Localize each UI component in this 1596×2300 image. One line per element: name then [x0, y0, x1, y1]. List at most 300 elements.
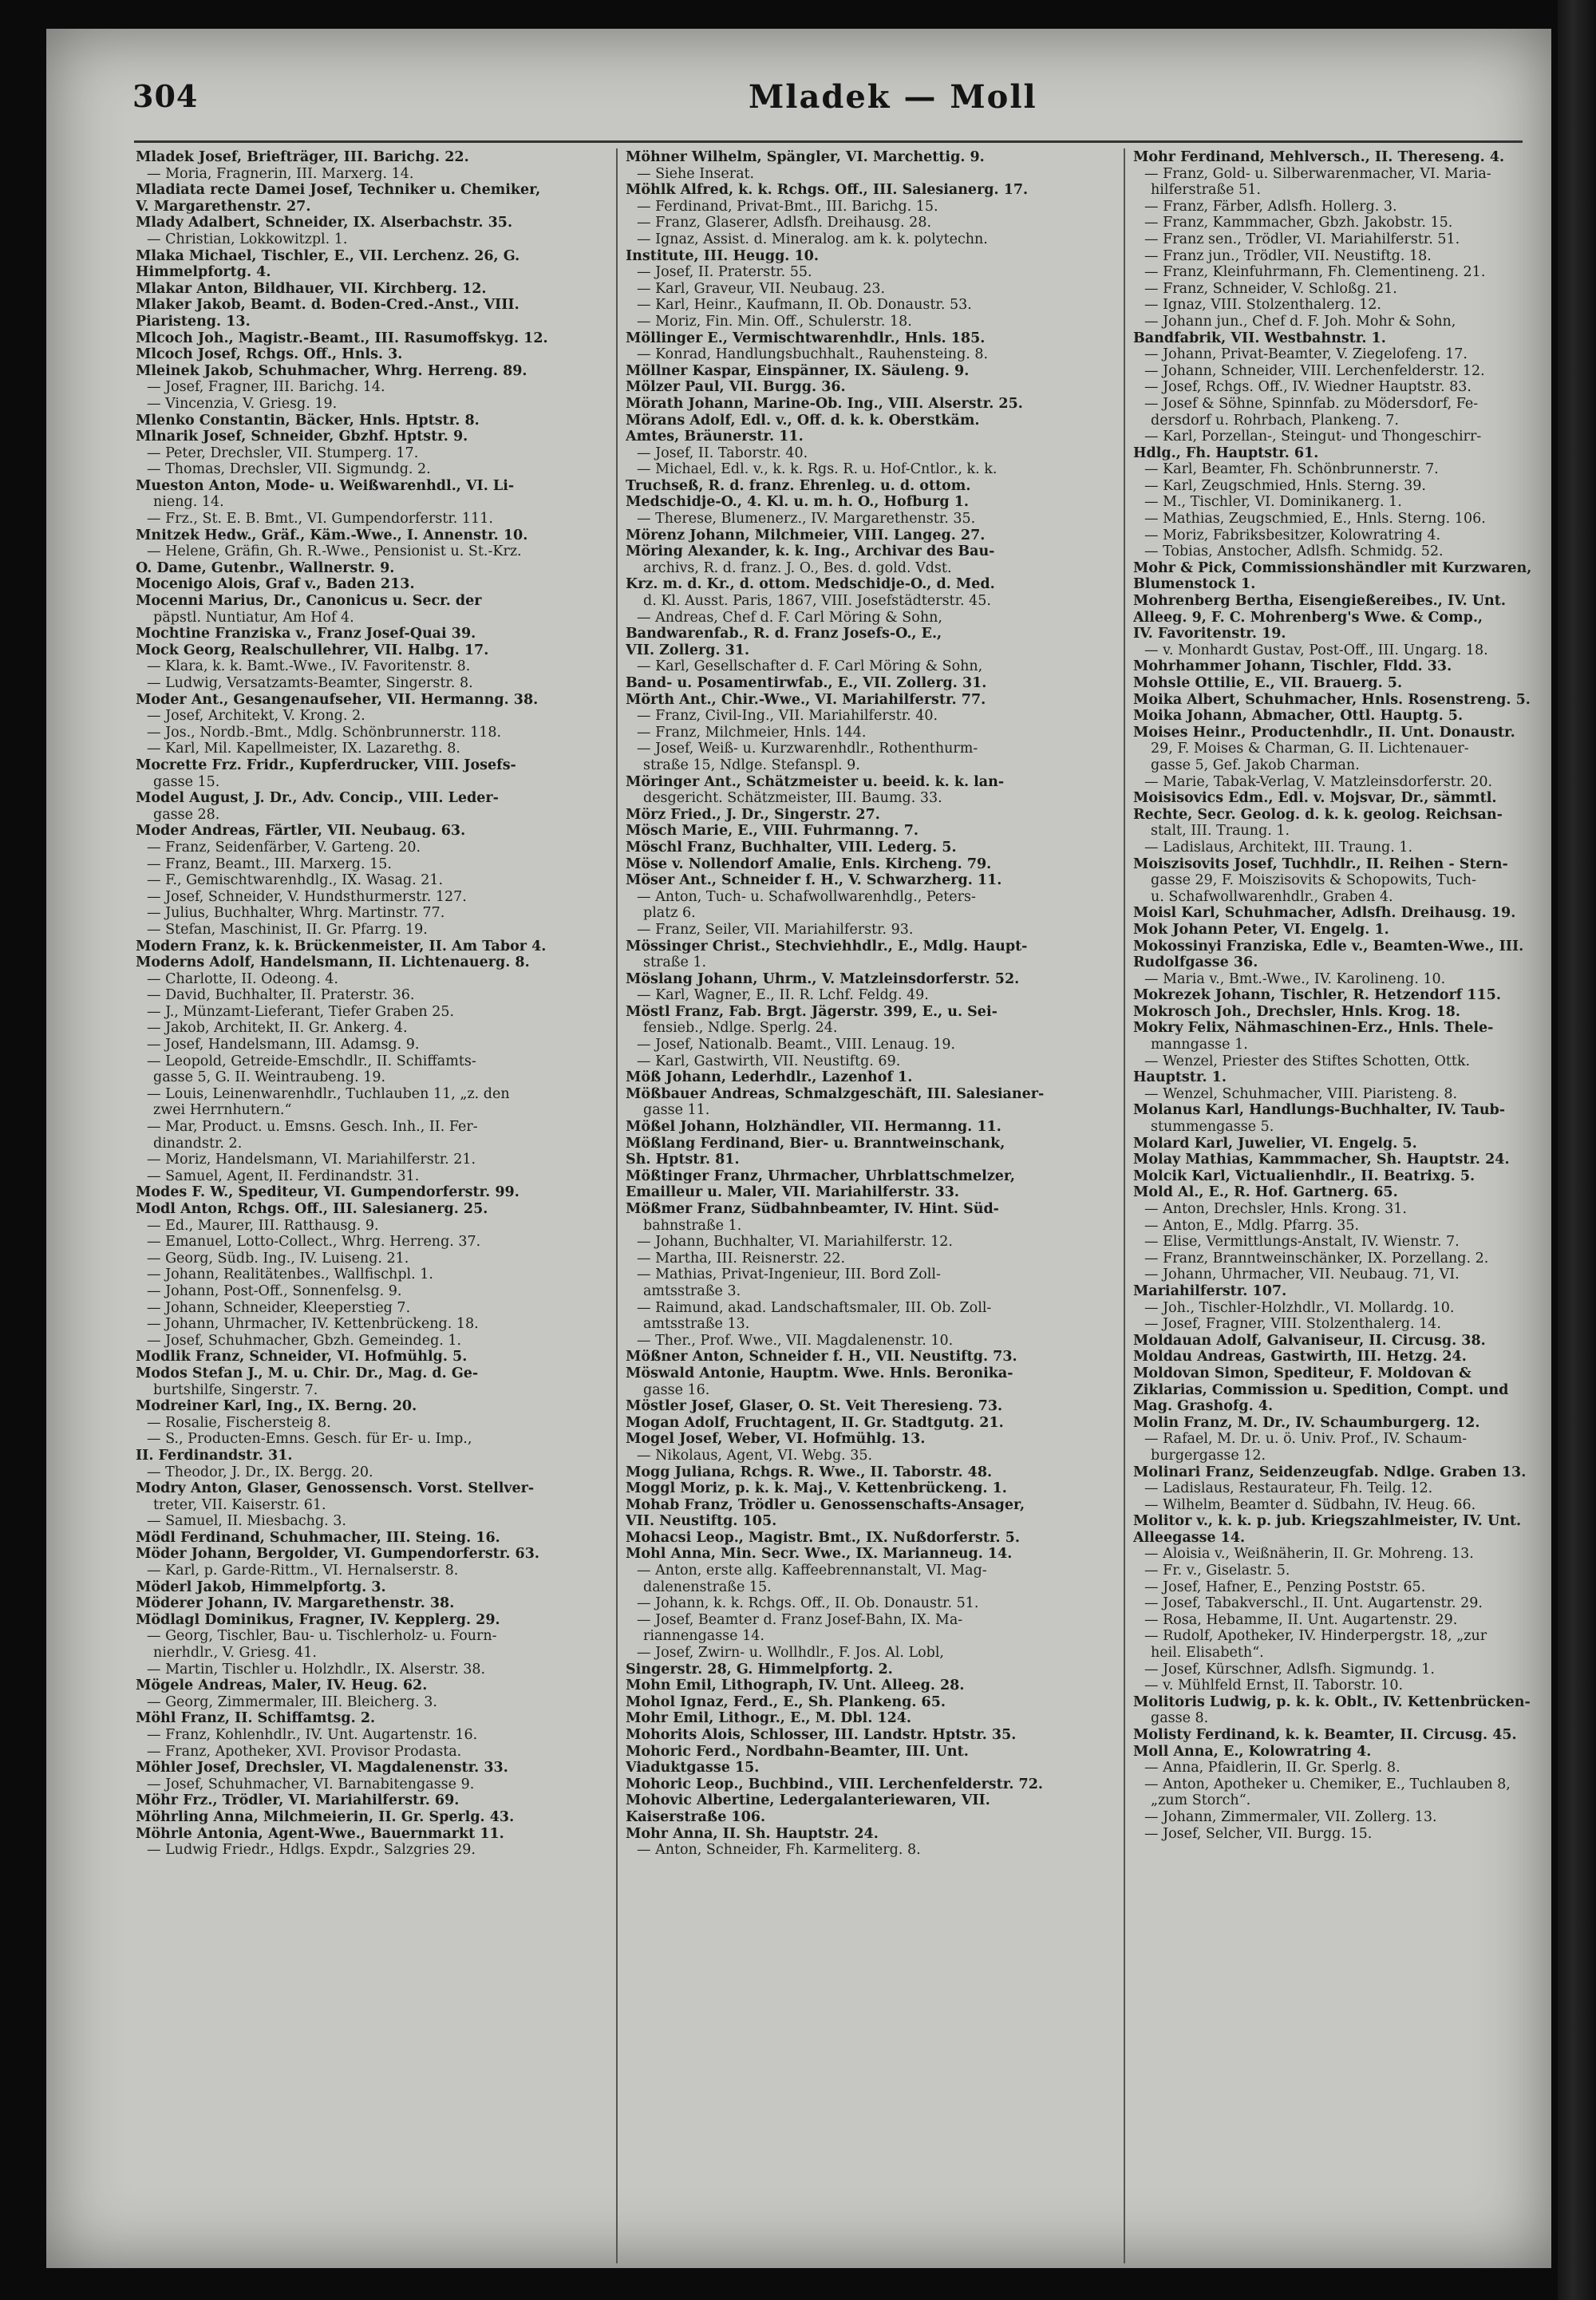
directory-entry: — Franz, Kohlenhdlr., IV. Unt. Augartenstr. 16. — [147, 1728, 478, 1743]
directory-entry: — Karl, Gastwirth, VII. Neustiftg. 69. — [637, 1053, 901, 1069]
directory-entry: — Karl, Heinr., Kaufmann, II. Ob. Donaustr. 53. — [637, 298, 972, 314]
directory-entry: Mlaker Jakob, Beamt. d. Boden-Cred.-Anst., VIII. — [136, 298, 519, 314]
directory-entry: — Franz, Milchmeier, Hnls. 144. — [637, 725, 867, 741]
directory-entry: Bandfabrik, VII. Westbahnstr. 1. — [1133, 330, 1386, 346]
directory-entry: — Louis, Leinenwarenhdlr., Tuchlauben 11, „z. den — [147, 1086, 510, 1102]
directory-entry: — Josef, Beamter d. Franz Josef-Bahn, IX. Ma- — [637, 1612, 963, 1628]
directory-entry: straße 15, Ndlge. Stefanspl. 9. — [643, 757, 860, 773]
directory-entry: — Charlotte, II. Odeong. 4. — [147, 971, 338, 987]
directory-entry: Möslang Johann, Uhrm., V. Matzleinsdorferstr. 52. — [626, 971, 1020, 987]
directory-entry: Möß Johann, Lederhdlr., Lazenhof 1. — [626, 1070, 913, 1086]
directory-entry: — Josef, II. Praterstr. 55. — [637, 265, 812, 281]
directory-entry: Möllner Kaspar, Einspänner, IX. Säuleng. 9. — [626, 363, 970, 379]
directory-entry: Mögele Andreas, Maler, IV. Heug. 62. — [136, 1678, 428, 1694]
directory-entry: Möser Ant., Schneider f. H., V. Schwarzherg. 11. — [626, 873, 1002, 889]
directory-entry: — Raimund, akad. Landschaftsmaler, III. Ob. Zoll- — [637, 1300, 992, 1316]
directory-entry: Moldauan Adolf, Galvaniseur, II. Circusg. 38. — [1133, 1333, 1486, 1349]
directory-entry: — v. Monhardt Gustav, Post-Off., III. Ungarg. 18. — [1144, 642, 1488, 658]
directory-entry: riannengasse 14. — [643, 1629, 764, 1645]
directory-entry: Möhler Josef, Drechsler, VI. Magdalenenstr. 33. — [136, 1761, 508, 1776]
directory-entry: Modos Stefan J., M. u. Chir. Dr., Mag. d. Ge- — [136, 1365, 479, 1381]
directory-entry: — Josef, Nationalb. Beamt., VIII. Lenaug. 19. — [637, 1037, 956, 1053]
directory-entry: — M., Tischler, VI. Dominikanerg. 1. — [1144, 495, 1402, 511]
directory-entry: — Moriz, Fin. Min. Off., Schulerstr. 18. — [637, 314, 912, 330]
directory-entry: — Franz, Branntweinschänker, IX. Porzellang. 2. — [1144, 1251, 1489, 1267]
directory-entry: manngasse 1. — [1151, 1037, 1248, 1053]
directory-entry: Mohrenberg Bertha, Eisengießereibes., IV. Unt. — [1133, 594, 1506, 610]
directory-entry: — Helene, Gräfin, Gh. R.-Wwe., Pensionist u. St.-Krz. — [147, 544, 522, 560]
directory-entry: — Marie, Tabak-Verlag, V. Matzleinsdorferstr. 20. — [1144, 774, 1493, 790]
directory-entry: — Wenzel, Schuhmacher, VIII. Piaristeng. 8. — [1144, 1086, 1458, 1102]
directory-entry: — Josef, Handelsmann, III. Adamsg. 9. — [147, 1037, 420, 1053]
directory-entry: — Stefan, Maschinist, II. Gr. Pfarrg. 19. — [147, 922, 428, 938]
directory-entry: — Ferdinand, Privat-Bmt., III. Barichg. 15. — [637, 199, 938, 215]
directory-entry: Mödlagl Dominikus, Fragner, IV. Kepplerg. 29. — [136, 1612, 500, 1628]
directory-entry: IV. Favoritenstr. 19. — [1133, 626, 1286, 642]
directory-entry: dinandstr. 2. — [153, 1136, 243, 1152]
directory-entry: — Wenzel, Priester des Stiftes Schotten, Ottk. — [1144, 1053, 1471, 1069]
directory-entry: Mohoric Ferd., Nordbahn-Beamter, III. Unt. — [626, 1744, 969, 1760]
directory-entry: amtsstraße 13. — [643, 1317, 750, 1333]
directory-entry: Mödl Ferdinand, Schuhmacher, III. Steing. 16. — [136, 1530, 500, 1546]
directory-entry: — Wilhelm, Beamter d. Südbahn, IV. Heug. 66. — [1144, 1497, 1476, 1513]
directory-entry: Moldovan Simon, Spediteur, F. Moldovan & — [1133, 1365, 1472, 1381]
directory-entry: Mößmer Franz, Südbahnbeamter, IV. Hint. Süd- — [626, 1202, 999, 1217]
directory-entry: Mocenni Marius, Dr., Canonicus u. Secr. der — [136, 594, 482, 610]
directory-entry: — Karl, p. Garde-Rittm., VI. Hernalserstr. 8. — [147, 1563, 459, 1579]
directory-entry: — Jos., Nordb.-Bmt., Mdlg. Schönbrunnerstr. 118. — [147, 725, 502, 741]
directory-entry: Möswald Antonie, Hauptm. Wwe. Hnls. Beronika- — [626, 1365, 1013, 1381]
directory-entry: zwei Herrnhutern.“ — [153, 1103, 292, 1119]
directory-entry: — Ed., Maurer, III. Ratthausg. 9. — [147, 1218, 379, 1234]
directory-entry: — Johann, k. k. Rchgs. Off., II. Ob. Donaustr. 51. — [637, 1596, 979, 1612]
directory-entry: Mokrosch Joh., Drechsler, Hnls. Krog. 18. — [1133, 1004, 1460, 1020]
directory-entry: treter, VII. Kaiserstr. 61. — [153, 1497, 326, 1513]
directory-entry: — Konrad, Handlungsbuchhalt., Rauhensteing. 8. — [637, 347, 989, 363]
directory-entry: — Anton, Tuch- u. Schafwollwarenhdlg., Peters- — [637, 889, 976, 905]
directory-entry: — S., Producten-Emns. Gesch. für Er- u. Imp., — [147, 1432, 472, 1448]
directory-entry: — Josef & Söhne, Spinnfab. zu Mödersdorf, Fe- — [1144, 396, 1479, 412]
directory-entry: Mleinek Jakob, Schuhmacher, Whrg. Herreng. 89. — [136, 363, 527, 379]
directory-entry: — Johann jun., Chef d. F. Joh. Mohr & Sohn, — [1144, 314, 1456, 330]
directory-entry: — Ludwig Friedr., Hdlgs. Expdr., Salzgries 29. — [147, 1843, 476, 1859]
directory-entry: Mocenigo Alois, Graf v., Baden 213. — [136, 577, 415, 593]
directory-entry: Mössinger Christ., Stechviehhdlr., E., Mdlg. Haupt- — [626, 939, 1028, 954]
directory-entry: — Johann, Zimmermaler, VII. Zollerg. 13. — [1144, 1809, 1437, 1825]
directory-entry: — Karl, Mil. Kapellmeister, IX. Lazarethg. 8. — [147, 741, 460, 757]
directory-entry: Möring Alexander, k. k. Ing., Archivar des Bau- — [626, 544, 995, 560]
directory-entry: VII. Zollerg. 31. — [626, 642, 750, 658]
directory-entry: Alleegasse 14. — [1133, 1530, 1246, 1546]
directory-entry: Moises Heinr., Productenhdlr., II. Unt. Donaustr. — [1133, 725, 1515, 741]
directory-entry: Mogel Josef, Weber, VI. Hofmühlg. 13. — [626, 1432, 926, 1448]
directory-entry: — David, Buchhalter, II. Praterstr. 36. — [147, 988, 415, 1004]
directory-entry: Möderer Johann, IV. Margarethenstr. 38. — [136, 1596, 455, 1612]
directory-entry: — Franz, Färber, Adlsfh. Hollerg. 3. — [1144, 199, 1397, 215]
directory-entry: — Tobias, Anstocher, Adlsfh. Schmidg. 52. — [1144, 544, 1444, 560]
directory-entry: — Klara, k. k. Bamt.-Wwe., IV. Favoritenstr. 8. — [147, 659, 471, 675]
directory-entry: Moderns Adolf, Handelsmann, II. Lichtenauerg. 8. — [136, 955, 530, 971]
directory-entry: — Ladislaus, Restaurateur, Fh. Teilg. 12. — [1144, 1481, 1433, 1497]
directory-entry: — Theodor, J. Dr., IX. Bergg. 20. — [147, 1464, 373, 1480]
directory-entry: — Johann, Schneider, VIII. Lerchenfelderstr. 12. — [1144, 363, 1485, 379]
directory-entry: Piaristeng. 13. — [136, 314, 251, 330]
directory-entry: Rechte, Secr. Geolog. d. k. k. geolog. Reichsan- — [1133, 807, 1503, 823]
directory-entry: — Josef, Zwirn- u. Wollhdlr., F. Jos. Al. Lobl, — [637, 1646, 944, 1662]
directory-entry: burtshilfe, Singerstr. 7. — [153, 1382, 318, 1398]
directory-entry: Mnitzek Hedw., Gräf., Käm.-Wwe., I. Annenstr. 10. — [136, 528, 528, 543]
directory-entry: Sh. Hptstr. 81. — [626, 1152, 740, 1168]
directory-entry: — Karl, Beamter, Fh. Schönbrunnerstr. 7. — [1144, 462, 1439, 478]
directory-entry: bahnstraße 1. — [643, 1218, 742, 1234]
page-number: 304 — [132, 78, 199, 114]
directory-entry: Moldau Andreas, Gastwirth, III. Hetzg. 24. — [1133, 1350, 1467, 1365]
directory-entry: — Elise, Vermittlungs-Anstalt, IV. Wienstr. 7. — [1144, 1235, 1460, 1251]
directory-entry: Truchseß, R. d. franz. Ehrenleg. u. d. ottom. — [626, 478, 971, 494]
directory-entry: — Samuel, II. Miesbachg. 3. — [147, 1514, 346, 1530]
directory-entry: Hdlg., Fh. Hauptstr. 61. — [1133, 445, 1319, 461]
directory-entry: burgergasse 12. — [1151, 1448, 1266, 1464]
directory-entry: — Ignaz, Assist. d. Mineralog. am k. k. polytechn. — [637, 231, 988, 247]
directory-entry: Mösch Marie, E., VIII. Fuhrmanng. 7. — [626, 824, 918, 840]
directory-entry: — Johann, Schneider, Kleeperstieg 7. — [147, 1300, 411, 1316]
directory-entry: Molinari Franz, Seidenzeugfab. Ndlge. Graben 13. — [1133, 1464, 1527, 1480]
directory-entry: Möse v. Nollendorf Amalie, Enls. Kircheng. 79. — [626, 856, 992, 872]
directory-entry: Möhrling Anna, Milchmeierin, II. Gr. Sperlg. 43. — [136, 1809, 515, 1825]
directory-entry: 29, F. Moises & Charman, G. II. Lichtenauer- — [1151, 741, 1469, 757]
header-rule — [134, 140, 1523, 143]
directory-entry: — Siehe Inserat. — [637, 166, 755, 182]
directory-entry: desgericht. Schätzmeister, III. Baumg. 33. — [643, 791, 942, 807]
directory-entry: — Anton, E., Mdlg. Pfarrg. 35. — [1144, 1218, 1360, 1234]
directory-entry: Möstl Franz, Fab. Brgt. Jägerstr. 399, E., u. Sei- — [626, 1004, 998, 1020]
directory-entry: Molin Franz, M. Dr., IV. Schaumburgerg. 12. — [1133, 1415, 1480, 1431]
directory-entry: — Anton, Schneider, Fh. Karmeliterg. 8. — [637, 1843, 921, 1859]
directory-entry: Modreiner Karl, Ing., IX. Berng. 20. — [136, 1399, 417, 1415]
directory-entry: Möder Johann, Bergolder, VI. Gumpendorferstr. 63. — [136, 1547, 539, 1563]
directory-entry: Mokossinyi Franziska, Edle v., Beamten-Wwe., III. — [1133, 939, 1524, 954]
directory-entry: Moika Albert, Schuhmacher, Hnls. Rosenstreng. 5. — [1133, 692, 1531, 708]
directory-entry: Molard Karl, Juwelier, VI. Engelg. 5. — [1133, 1136, 1417, 1152]
directory-entry: Mohrhammer Johann, Tischler, Fldd. 33. — [1133, 659, 1452, 675]
directory-entry: — Franz, Beamt., III. Marxerg. 15. — [147, 856, 392, 872]
directory-entry: — Mathias, Privat-Ingenieur, III. Bord Zoll- — [637, 1267, 941, 1283]
directory-entry: Mohorits Alois, Schlosser, III. Landstr. Hptstr. 35. — [626, 1728, 1017, 1743]
directory-entry: — Maria v., Bmt.-Wwe., IV. Karolineng. 10. — [1144, 971, 1446, 987]
directory-entry: platz 6. — [643, 906, 696, 922]
directory-entry: — Karl, Graveur, VII. Neubaug. 23. — [637, 281, 886, 297]
directory-entry: Möderl Jakob, Himmelpfortg. 3. — [136, 1579, 386, 1595]
directory-entry: Mohr Emil, Lithogr., E., M. Dbl. 124. — [626, 1711, 912, 1727]
directory-entry: — Leopold, Getreide-Emschdlr., II. Schiffamts- — [147, 1053, 476, 1069]
directory-entry: — Josef, Kürschner, Adlsfh. Sigmundg. 1. — [1144, 1662, 1435, 1678]
directory-entry: Rudolfgasse 36. — [1133, 955, 1258, 971]
directory-entry: Mörenz Johann, Milchmeier, VIII. Langeg. 27. — [626, 528, 986, 543]
directory-entry: — Aloisia v., Weißnäherin, II. Gr. Mohreng. 13. — [1144, 1547, 1474, 1563]
directory-entry: Medschidje-O., 4. Kl. u. m. h. O., Hofburg 1. — [626, 495, 970, 511]
directory-entry: — Karl, Wagner, E., II. R. Lchf. Feldg. 49. — [637, 988, 929, 1004]
directory-entry: — Karl, Gesellschafter d. F. Carl Möring & Sohn, — [637, 659, 983, 675]
directory-entry: — Georg, Zimmermaler, III. Bleicherg. 3. — [147, 1694, 437, 1710]
directory-entry: Emailleur u. Maler, VII. Mariahilferstr. 33. — [626, 1185, 959, 1201]
directory-entry: — Moriz, Handelsmann, VI. Mariahilferstr. 21. — [147, 1152, 476, 1168]
directory-entry: O. Dame, Gutenbr., Wallnerstr. 9. — [136, 560, 395, 576]
directory-entry: stalt, III. Traung. 1. — [1151, 824, 1290, 840]
directory-entry: gasse 5, Gef. Jakob Charman. — [1151, 757, 1360, 773]
directory-entry: Möhrle Antonia, Agent-Wwe., Bauernmarkt 11. — [136, 1826, 504, 1842]
directory-entry: Moisl Karl, Schuhmacher, Adlsfh. Dreihausg. 19. — [1133, 906, 1516, 922]
directory-entry: — Anna, Pfaidlerin, II. Gr. Sperlg. 8. — [1144, 1761, 1400, 1776]
directory-entry: Moder Ant., Gesangenaufseher, VII. Hermanng. 38. — [136, 692, 539, 708]
directory-entry: — Ludwig, Versatzamts-Beamter, Singerstr. 8. — [147, 676, 473, 691]
directory-entry: Mariahilferstr. 107. — [1133, 1283, 1287, 1299]
directory-entry: Mlady Adalbert, Schneider, IX. Alserbachstr. 35. — [136, 215, 513, 231]
directory-entry: gasse 8. — [1151, 1711, 1209, 1727]
directory-entry: Mochtine Franziska v., Franz Josef-Quai 39. — [136, 626, 476, 642]
directory-entry: — Johann, Buchhalter, VI. Mariahilferstr. 12. — [637, 1235, 953, 1251]
directory-entry: — Josef, Architekt, V. Krong. 2. — [147, 709, 365, 725]
directory-entry: „zum Storch“. — [1151, 1793, 1251, 1809]
directory-entry: Mohr & Pick, Commissionshändler mit Kurzwaren, — [1133, 560, 1532, 576]
directory-entry: hilferstraße 51. — [1151, 183, 1261, 199]
directory-entry: — Fr. v., Giselastr. 5. — [1144, 1563, 1290, 1579]
directory-entry: Mock Georg, Realschullehrer, VII. Halbg. 17. — [136, 642, 489, 658]
directory-entry: Ziklarias, Commission u. Spedition, Compt. und — [1133, 1382, 1509, 1398]
directory-entry: Institute, III. Heugg. 10. — [626, 248, 819, 264]
directory-entry: Modry Anton, Glaser, Genossensch. Vorst. Stellver- — [136, 1481, 535, 1497]
directory-entry: nierhdlr., V. Griesg. 41. — [153, 1646, 317, 1662]
directory-entry: — Josef, Weiß- u. Kurzwarenhdlr., Rothenthurm- — [637, 741, 978, 757]
directory-entry: — Thomas, Drechsler, VII. Sigmundg. 2. — [147, 462, 431, 478]
directory-entry: Mörz Fried., J. Dr., Singerstr. 27. — [626, 807, 880, 823]
directory-entry: — Franz sen., Trödler, VI. Mariahilferstr. 51. — [1144, 231, 1460, 247]
directory-entry: Mohsle Ottilie, E., VII. Brauerg. 5. — [1133, 676, 1403, 691]
directory-entry: — Ther., Prof. Wwe., VII. Magdalenenstr. 10. — [637, 1333, 954, 1349]
directory-entry: Möringer Ant., Schätzmeister u. beeid. k. k. lan- — [626, 774, 1005, 790]
directory-entry: II. Ferdinandstr. 31. — [136, 1448, 293, 1464]
directory-entry: — Andreas, Chef d. F. Carl Möring & Sohn, — [637, 610, 942, 626]
directory-entry: — Martha, III. Reisnerstr. 22. — [637, 1251, 846, 1267]
directory-entry: — Therese, Blumenerz., IV. Margarethenstr. 35. — [637, 512, 976, 528]
directory-entry: Viaduktgasse 15. — [626, 1761, 760, 1776]
directory-entry: Mlcoch Joh., Magistr.-Beamt., III. Rasumoffskyg. 12. — [136, 330, 548, 346]
directory-entry: VII. Neustiftg. 105. — [626, 1514, 777, 1530]
directory-entry: — Moriz, Fabriksbesitzer, Kolowratring 4. — [1144, 528, 1441, 543]
directory-entry: Mok Johann Peter, VI. Engelg. 1. — [1133, 922, 1389, 938]
directory-page — [46, 29, 1551, 2268]
directory-entry: — Christian, Lokkowitzpl. 1. — [147, 231, 348, 247]
directory-entry: Moiszisovits Josef, Tuchhdlr., II. Reihen - Stern- — [1133, 856, 1508, 872]
directory-entry: nieng. 14. — [153, 495, 224, 511]
directory-entry: — Karl, Zeugschmied, Hnls. Sterng. 39. — [1144, 478, 1426, 494]
directory-entry: Mößner Anton, Schneider f. H., VII. Neustiftg. 73. — [626, 1350, 1017, 1365]
directory-entry: Mohr Anna, II. Sh. Hauptstr. 24. — [626, 1826, 879, 1842]
directory-entry: Modes F. W., Spediteur, VI. Gumpendorferstr. 99. — [136, 1185, 519, 1201]
directory-entry: — Franz jun., Trödler, VII. Neustiftg. 18. — [1144, 248, 1432, 264]
directory-entry: Mlakar Anton, Bildhauer, VII. Kirchberg. 12. — [136, 281, 487, 297]
directory-entry: Mogan Adolf, Fruchtagent, II. Gr. Stadtgutg. 21. — [626, 1415, 1004, 1431]
directory-entry: Mokry Felix, Nähmaschinen-Erz., Hnls. Thele- — [1133, 1021, 1494, 1037]
directory-entry: — Peter, Drechsler, VII. Stumperg. 17. — [147, 445, 419, 461]
directory-entry: Möstler Josef, Glaser, O. St. Veit Theresieng. 73. — [626, 1399, 1003, 1415]
directory-entry: u. Schafwollwarenhdlr., Graben 4. — [1151, 889, 1393, 905]
column-divider — [1124, 148, 1125, 2263]
directory-entry: — Josef, Fragner, III. Barichg. 14. — [147, 380, 385, 396]
directory-entry: — Rosa, Hebamme, II. Unt. Augartenstr. 29. — [1144, 1612, 1458, 1628]
directory-entry: Mag. Grashofg. 4. — [1133, 1399, 1274, 1415]
directory-entry: — Vincenzia, V. Griesg. 19. — [147, 396, 338, 412]
directory-entry: — Samuel, Agent, II. Ferdinandstr. 31. — [147, 1168, 420, 1184]
directory-entry: Mlnarik Josef, Schneider, Gbzhf. Hptstr. 9. — [136, 429, 468, 445]
directory-entry: Mogg Juliana, Rchgs. R. Wwe., II. Taborstr. 48. — [626, 1464, 993, 1480]
directory-entry: archivs, R. d. franz. J. O., Bes. d. gold. Vdst. — [643, 560, 952, 576]
directory-entry: Mößtinger Franz, Uhrmacher, Uhrblattschmelzer, — [626, 1168, 1015, 1184]
directory-entry: — Anton, Drechsler, Hnls. Krong. 31. — [1144, 1202, 1407, 1217]
directory-entry: — Ladislaus, Architekt, III. Traung. 1. — [1144, 840, 1413, 856]
directory-entry: — Josef, Tabakverschl., II. Unt. Augartenstr. 29. — [1144, 1596, 1483, 1612]
directory-entry: Moika Johann, Abmacher, Ottl. Hauptg. 5. — [1133, 709, 1464, 725]
directory-entry: Molay Mathias, Kammmacher, Sh. Hauptstr. 24. — [1133, 1152, 1510, 1168]
directory-entry: Moggl Moriz, p. k. k. Maj., V. Kettenbrückeng. 1. — [626, 1481, 1007, 1497]
directory-entry: Moder Andreas, Färtler, VII. Neubaug. 63. — [136, 824, 466, 840]
directory-entry: d. Kl. Ausst. Paris, 1867, VIII. Josefstädterstr. 45. — [643, 594, 991, 610]
directory-entry: — v. Mühlfeld Ernst, II. Taborstr. 10. — [1144, 1678, 1404, 1694]
directory-entry: Alleeg. 9, F. C. Mohrenberg's Wwe. & Comp., — [1133, 610, 1483, 626]
directory-entry: Mößel Johann, Holzhändler, VII. Hermanng. 11. — [626, 1120, 1001, 1136]
directory-entry: Kaiserstraße 106. — [626, 1809, 766, 1825]
directory-entry: — Anton, Apotheker u. Chemiker, E., Tuchlauben 8, — [1144, 1776, 1511, 1792]
directory-entry: Modern Franz, k. k. Brückenmeister, II. Am Tabor 4. — [136, 939, 547, 954]
directory-entry: Mocrette Frz. Fridr., Kupferdrucker, VIII. Josefs- — [136, 757, 516, 773]
directory-entry: Mohacsi Leop., Magistr. Bmt., IX. Nußdorferstr. 5. — [626, 1530, 1020, 1546]
directory-entry: gasse 5, G. II. Weintraubeng. 19. — [153, 1070, 386, 1086]
directory-entry: Möhlk Alfred, k. k. Rchgs. Off., III. Salesianerg. 17. — [626, 183, 1029, 199]
directory-entry: — Mar, Product. u. Emsns. Gesch. Inh., II. Fer- — [147, 1120, 478, 1136]
directory-entry: Mueston Anton, Mode- u. Weißwarenhdl., VI. Li- — [136, 478, 515, 494]
directory-entry: — Franz, Gold- u. Silberwarenmacher, VI. Maria- — [1144, 166, 1491, 182]
directory-column-1 — [136, 150, 606, 2257]
directory-entry: Mölzer Paul, VII. Burgg. 36. — [626, 380, 846, 396]
directory-entry: gasse 28. — [153, 807, 220, 823]
directory-entry: Mladek Josef, Briefträger, III. Barichg. 22. — [136, 150, 469, 165]
directory-entry: gasse 11. — [643, 1103, 710, 1119]
directory-entry: — Mathias, Zeugschmied, E., Hnls. Sterng. 106. — [1144, 512, 1486, 528]
directory-entry: Möhner Wilhelm, Spängler, VI. Marchettig. 9. — [626, 150, 985, 165]
directory-entry: gasse 16. — [643, 1382, 710, 1398]
page-header — [46, 78, 1551, 126]
directory-entry: Mohoric Leop., Buchbind., VIII. Lerchenfelderstr. 72. — [626, 1776, 1043, 1792]
directory-entry: — Franz, Schneider, V. Schloßg. 21. — [1144, 281, 1397, 297]
directory-column-3 — [1133, 150, 1551, 2257]
directory-entry: Bandwarenfab., R. d. Franz Josefs-O., E., — [626, 626, 942, 642]
directory-entry: — Jakob, Architekt, II. Gr. Ankerg. 4. — [147, 1021, 408, 1037]
directory-entry: Krz. m. d. Kr., d. ottom. Medschidje-O., d. Med. — [626, 577, 995, 593]
directory-entry: — Franz, Civil-Ing., VII. Mariahilferstr. 40. — [637, 709, 938, 725]
directory-entry: dersdorf u. Rohrbach, Plankeng. 7. — [1151, 413, 1399, 429]
directory-entry: Mlcoch Josef, Rchgs. Off., Hnls. 3. — [136, 347, 403, 363]
directory-entry: straße 1. — [643, 955, 707, 971]
directory-entry: — Emanuel, Lotto-Collect., Whrg. Herreng. 37. — [147, 1235, 481, 1251]
directory-entry: Mörth Ant., Chir.-Wwe., VI. Mariahilferstr. 77. — [626, 692, 986, 708]
directory-entry: — J., Münzamt-Lieferant, Tiefer Graben 25. — [147, 1004, 455, 1020]
directory-entry: — Franz, Apotheker, XVI. Provisor Prodasta. — [147, 1744, 462, 1760]
directory-entry: — Julius, Buchhalter, Whrg. Martinstr. 77. — [147, 906, 445, 922]
directory-entry: päpstl. Nuntiatur, Am Hof 4. — [153, 610, 354, 626]
directory-entry: Mörans Adolf, Edl. v., Off. d. k. k. Oberstkäm. — [626, 413, 980, 429]
directory-entry: — Johann, Uhrmacher, VII. Neubaug. 71, VI. — [1144, 1267, 1460, 1283]
directory-entry: Möhr Frz., Trödler, VI. Mariahilferstr. 69. — [136, 1793, 460, 1809]
directory-entry: — Franz, Seiler, VII. Mariahilferstr. 93. — [637, 922, 914, 938]
directory-entry: — Karl, Porzellan-, Steingut- und Thongeschirr- — [1144, 429, 1482, 445]
directory-entry: Möhl Franz, II. Schiffamtsg. 2. — [136, 1711, 376, 1727]
directory-entry: amtsstraße 3. — [643, 1283, 741, 1299]
directory-entry: Mohn Emil, Lithograph, IV. Unt. Alleeg. 28. — [626, 1678, 965, 1694]
directory-entry: Mößbauer Andreas, Schmalzgeschäft, III. Salesianer- — [626, 1086, 1045, 1102]
directory-entry: Singerstr. 28, G. Himmelpfortg. 2. — [626, 1662, 893, 1678]
directory-entry: Model August, J. Dr., Adv. Concip., VIII. Leder- — [136, 791, 499, 807]
directory-entry: Modl Anton, Rchgs. Off., III. Salesianerg. 25. — [136, 1202, 488, 1217]
directory-entry: — Josef, Schuhmacher, Gbzh. Gemeindeg. 1. — [147, 1333, 462, 1349]
directory-entry: Molitoris Ludwig, p. k. k. Oblt., IV. Kettenbrücken- — [1133, 1694, 1531, 1710]
directory-entry: Molanus Karl, Handlungs-Buchhalter, IV. Taub- — [1133, 1103, 1506, 1119]
directory-entry: — Ignaz, VIII. Stolzenthalerg. 12. — [1144, 298, 1381, 314]
directory-entry: — Moria, Fragnerin, III. Marxerg. 14. — [147, 166, 414, 182]
directory-entry: Mladiata recte Damei Josef, Techniker u. Chemiker, — [136, 183, 541, 199]
directory-entry: Moisisovics Edm., Edl. v. Mojsvar, Dr., sämmtl. — [1133, 791, 1497, 807]
directory-entry: Band- u. Posamentirwfab., E., VII. Zollerg. 31. — [626, 676, 987, 691]
directory-entry: Möschl Franz, Buchhalter, VIII. Lederg. 5. — [626, 840, 957, 856]
directory-entry: — Josef, Fragner, VIII. Stolzenthalerg. 14. — [1144, 1317, 1441, 1333]
directory-entry: Mlaka Michael, Tischler, E., VII. Lerchenz. 26, G. — [136, 248, 520, 264]
directory-entry: — Josef, II. Taborstr. 40. — [637, 445, 808, 461]
directory-entry: Himmelpfortg. 4. — [136, 265, 271, 281]
directory-entry: — Anton, erste allg. Kaffeebrennanstalt, VI. Mag- — [637, 1563, 987, 1579]
directory-entry: Hauptstr. 1. — [1133, 1070, 1227, 1086]
directory-entry: Mohab Franz, Trödler u. Genossenschafts-Ansager, — [626, 1497, 1025, 1513]
directory-entry: — Josef, Schneider, V. Hundsthurmerstr. 127. — [147, 889, 467, 905]
directory-entry: Mohl Anna, Min. Secr. Wwe., IX. Marianneug. 14. — [626, 1547, 1013, 1563]
page-title: Mladek — Moll — [749, 78, 1037, 116]
directory-entry: Mokrezek Johann, Tischler, R. Hetzendorf 115. — [1133, 988, 1501, 1004]
directory-entry: Mohol Ignaz, Ferd., E., Sh. Plankeng. 65. — [626, 1694, 946, 1710]
directory-entry: V. Margarethenstr. 27. — [136, 199, 311, 215]
directory-entry: — Johann, Realitätenbes., Wallfischpl. 1. — [147, 1267, 433, 1283]
directory-entry: stummengasse 5. — [1151, 1120, 1274, 1136]
directory-entry: — Josef, Schuhmacher, VI. Barnabitengasse 9. — [147, 1776, 475, 1792]
directory-entry: — Michael, Edl. v., k. k. Rgs. R. u. Hof-Cntlor., k. k. — [637, 462, 998, 478]
directory-entry: — Franz, Kleinfuhrmann, Fh. Clementineng. 21. — [1144, 265, 1486, 281]
directory-entry: — Georg, Tischler, Bau- u. Tischlerholz- u. Fourn- — [147, 1629, 497, 1645]
directory-entry: fensieb., Ndlge. Sperlg. 24. — [643, 1021, 838, 1037]
directory-entry: Mlenko Constantin, Bäcker, Hnls. Hptstr. 8. — [136, 413, 480, 429]
directory-entry: Blumenstock 1. — [1133, 577, 1256, 593]
directory-entry: Mold Al., E., R. Hof. Gartnerg. 65. — [1133, 1185, 1398, 1201]
directory-entry: Molisty Ferdinand, k. k. Beamter, II. Circusg. 45. — [1133, 1728, 1517, 1743]
directory-entry: Mößlang Ferdinand, Bier- u. Branntweinschank, — [626, 1136, 1005, 1152]
directory-entry: Mörath Johann, Marine-Ob. Ing., VIII. Alserstr. 25. — [626, 396, 1023, 412]
directory-entry: gasse 15. — [153, 774, 220, 790]
directory-entry: — Rosalie, Fischersteig 8. — [147, 1415, 331, 1431]
film-edge — [1558, 0, 1596, 2300]
directory-entry: Modlik Franz, Schneider, VI. Hofmühlg. 5. — [136, 1350, 468, 1365]
directory-entry: heil. Elisabeth“. — [1151, 1646, 1264, 1662]
directory-entry: Mohovic Albertine, Ledergalanteriewaren, VII. — [626, 1793, 990, 1809]
directory-entry: — Georg, Südb. Ing., IV. Luiseng. 21. — [147, 1251, 409, 1267]
directory-entry: — Johann, Uhrmacher, IV. Kettenbrückeng. 18. — [147, 1317, 479, 1333]
directory-entry: — Rafael, M. Dr. u. ö. Univ. Prof., IV. Schaum- — [1144, 1432, 1468, 1448]
directory-column-2 — [626, 150, 1116, 2257]
directory-entry: — Franz, Kammmacher, Gbzh. Jakobstr. 15. — [1144, 215, 1453, 231]
